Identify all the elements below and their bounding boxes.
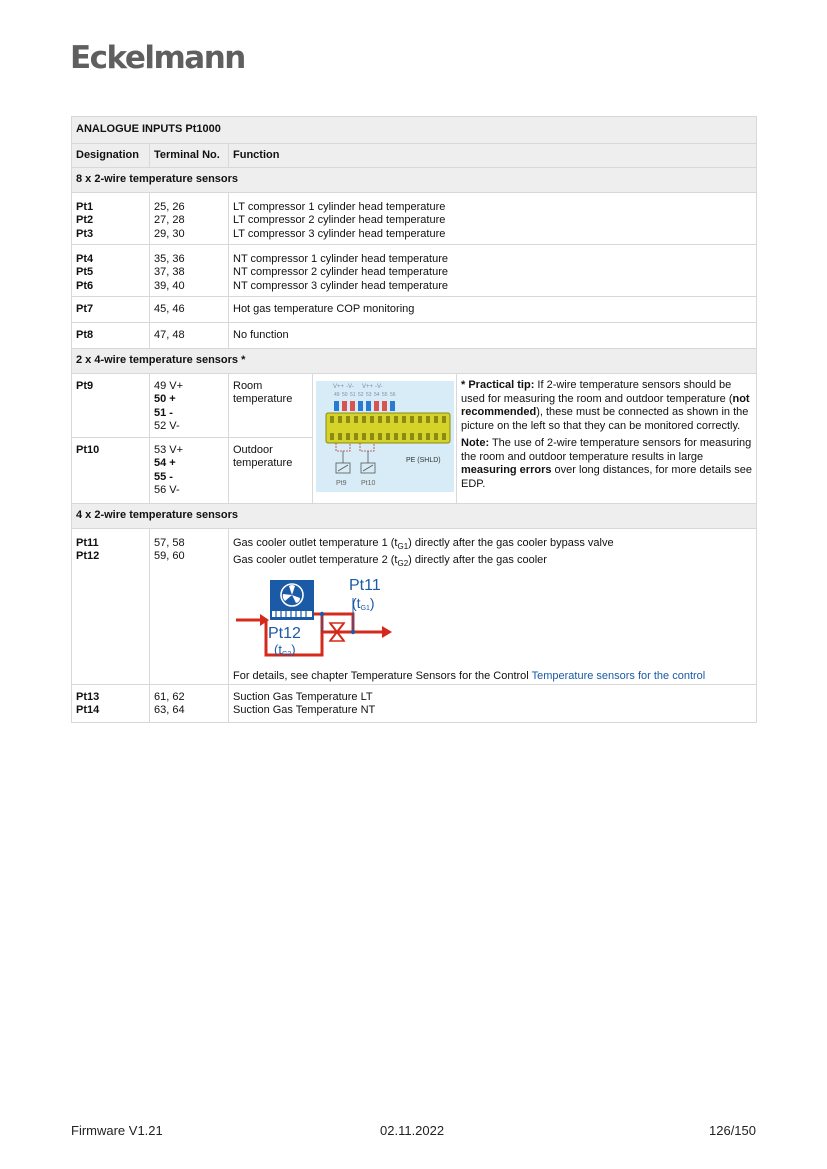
function: Room temperature — [229, 374, 313, 438]
terminal: 55 - — [154, 470, 173, 483]
designation: Pt2 — [76, 214, 94, 227]
practical-tip-cell — [457, 374, 757, 504]
terminal-cell — [150, 529, 229, 685]
terminal-wiring-diagram — [316, 381, 454, 492]
function-cell — [229, 684, 757, 722]
function: NT compressor 1 cylinder head temperature — [233, 253, 449, 265]
function: Suction Gas Temperature NT — [233, 704, 376, 716]
note-label: Note: — [461, 437, 490, 449]
tg1-label — [352, 595, 375, 612]
designation: Pt12 — [76, 550, 100, 563]
terminal: 45, 46 — [150, 297, 229, 323]
terminal: 47, 48 — [150, 323, 229, 349]
tip-text: If 2-wire temperature sensors should be used for measuring the room and outdoor temperature ( — [461, 379, 733, 405]
terminal: 49 V+ — [154, 380, 184, 392]
terminal-cell — [150, 193, 229, 245]
terminal-cell — [150, 245, 229, 297]
designation: Pt11 — [76, 537, 99, 549]
terminal: 37, 38 — [154, 266, 185, 279]
note-text-part: The use of 2-wire temperature sensors for measuring the room and outdoor temperature results in large — [461, 437, 752, 463]
designation: Pt14 — [76, 704, 100, 716]
practical-tip-text — [461, 379, 752, 433]
terminal-diagram-cell — [313, 374, 457, 504]
footer-date: 02.11.2022 — [380, 1123, 445, 1138]
function-text: ) directly after the gas cooler — [408, 553, 547, 566]
designation: Pt5 — [76, 266, 94, 279]
diagram-pin-label: 53 — [366, 391, 372, 398]
table-row — [72, 193, 757, 245]
terminal: 50 + — [154, 393, 176, 406]
terminal: 59, 60 — [154, 550, 185, 563]
function-cell — [229, 193, 757, 245]
section-title: 4 x 2-wire temperature sensors — [72, 504, 757, 529]
tg2-close: ) — [291, 642, 296, 658]
function: NT compressor 3 cylinder head temperature — [233, 279, 449, 292]
diagram-sensor-label: Pt9 — [336, 479, 347, 487]
terminal: 57, 58 — [154, 537, 185, 549]
diagram-pin-label: 51 — [350, 391, 356, 398]
diagram-pin-label: 49 — [334, 391, 340, 398]
tg1-t: (t — [352, 595, 361, 612]
section-title: 8 x 2-wire temperature sensors — [72, 168, 757, 193]
footer-page-number: 126/150 — [709, 1123, 756, 1138]
terminal: 52 V- — [154, 420, 180, 433]
table-title-row — [72, 117, 757, 144]
table-row — [72, 297, 757, 323]
function: No function — [229, 323, 757, 349]
designation: Pt4 — [76, 253, 94, 265]
tg2-t: (t — [274, 642, 282, 658]
designation-cell — [72, 193, 150, 245]
header-terminal: Terminal No. — [150, 144, 229, 168]
terminal: 25, 26 — [154, 201, 185, 213]
tip-bold: not recommended — [461, 392, 750, 418]
tg1-close: ) — [369, 595, 375, 612]
diagram-pin-label: 55 — [382, 391, 388, 398]
terminal-cell — [150, 374, 229, 438]
terminal: 35, 36 — [154, 253, 185, 265]
section-row — [72, 504, 757, 529]
diagram-pin-label: 50 — [342, 391, 348, 398]
header-function: Function — [229, 144, 757, 168]
designation-cell — [72, 245, 150, 297]
pe-shld-label: PE (SHLD) — [406, 456, 441, 464]
designation-cell — [72, 529, 150, 685]
subscript: G1 — [397, 542, 409, 552]
terminal: 53 V+ — [154, 444, 184, 456]
tip-text: ), these must be connected as shown in the picture on the left so that they can be monitored correctly. — [461, 406, 749, 432]
pt12-label: Pt12 — [268, 625, 301, 643]
section-row — [72, 168, 757, 193]
terminal: 63, 64 — [154, 704, 185, 716]
designation: Pt13 — [76, 690, 100, 703]
function-cell — [229, 245, 757, 297]
table-row — [72, 245, 757, 297]
diagram-label: -V- — [346, 383, 354, 390]
terminal: 39, 40 — [154, 279, 185, 292]
designation: Pt10 — [72, 438, 150, 504]
diagram-pin-label: 56 — [390, 391, 396, 398]
designation: Pt3 — [76, 227, 94, 240]
designation: Pt7 — [72, 297, 150, 323]
terminal: 61, 62 — [154, 690, 185, 703]
diagram-label: V++ — [333, 383, 345, 390]
section-title: 2 x 4-wire temperature sensors * — [72, 349, 757, 374]
diagram-pin-label: 52 — [358, 391, 364, 398]
terminal: 51 - — [154, 406, 173, 419]
designation: Pt9 — [72, 374, 150, 438]
temperature-sensors-link[interactable]: Temperature sensors for the control — [531, 670, 706, 683]
diagram-pin-label: 54 — [374, 391, 380, 398]
function: Hot gas temperature COP monitoring — [229, 297, 757, 323]
table-row — [72, 323, 757, 349]
function: LT compressor 2 cylinder head temperature — [233, 214, 446, 227]
terminal: 56 V- — [154, 484, 180, 497]
terminal: 27, 28 — [154, 214, 185, 227]
designation: Pt8 — [72, 323, 150, 349]
analogue-inputs-table — [71, 116, 757, 723]
function: Outdoor temperature — [229, 438, 313, 504]
terminal-cell — [150, 684, 229, 722]
gas-cooler-diagram — [233, 576, 403, 666]
function — [233, 554, 752, 571]
function-text: ) directly after the gas cooler bypass valve — [408, 537, 614, 549]
terminal: 29, 30 — [154, 227, 185, 240]
terminal-cell — [150, 438, 229, 504]
company-logo: Eckelmann — [70, 40, 245, 76]
diagram-label: -V- — [375, 383, 383, 390]
function — [233, 537, 752, 554]
designation-cell — [72, 684, 150, 722]
header-designation: Designation — [72, 144, 150, 168]
tg2-sub: G2 — [281, 651, 292, 659]
details-note — [233, 670, 752, 683]
subscript: G2 — [397, 558, 409, 568]
designation: Pt1 — [76, 201, 94, 213]
note-bold: measuring errors — [461, 464, 552, 476]
note-text — [461, 437, 752, 491]
pt11-label: Pt11 — [349, 577, 381, 595]
details-text: For details, see chapter Temperature Sensors for the Control — [233, 670, 532, 683]
table-row — [72, 529, 757, 685]
table-title: ANALOGUE INPUTS Pt1000 — [72, 117, 757, 144]
section-row — [72, 349, 757, 374]
function-text: Gas cooler outlet temperature 1 (t — [233, 537, 398, 549]
table-row — [72, 684, 757, 722]
function-text: Gas cooler outlet temperature 2 (t — [233, 553, 398, 566]
tip-label: * Practical tip: — [461, 379, 535, 391]
tg1-sub: G1 — [360, 605, 370, 613]
diagram-sensor-label: Pt10 — [361, 479, 376, 487]
function: LT compressor 3 cylinder head temperature — [233, 227, 446, 240]
diagram-label: V++ — [362, 383, 374, 390]
column-header-row — [72, 144, 757, 168]
footer-firmware: Firmware V1.21 — [71, 1123, 163, 1138]
tg2-label — [274, 642, 296, 658]
function-cell — [229, 529, 757, 685]
designation: Pt6 — [76, 279, 94, 292]
function: NT compressor 2 cylinder head temperature — [233, 266, 449, 279]
table-row — [72, 374, 757, 438]
note-text-part: over long distances, for more details see EDP. — [461, 464, 753, 490]
function: Suction Gas Temperature LT — [233, 690, 373, 703]
terminal: 54 + — [154, 457, 176, 470]
function: LT compressor 1 cylinder head temperature — [233, 201, 446, 213]
